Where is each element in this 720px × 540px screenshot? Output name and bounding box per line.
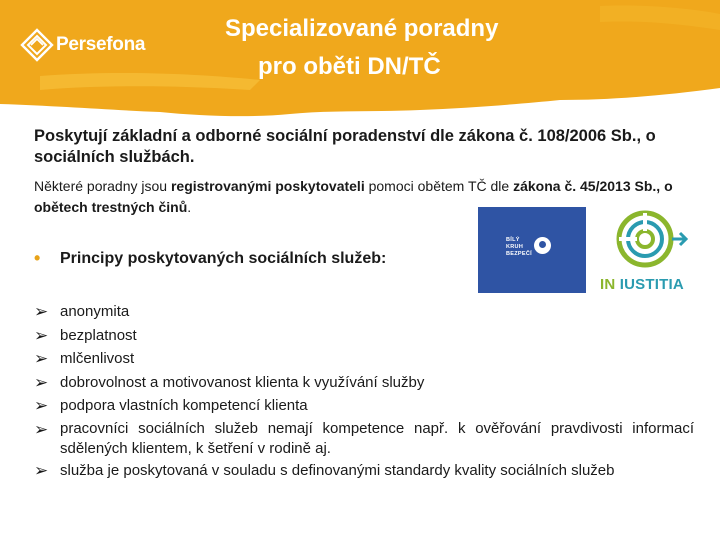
note-bold-1: registrovanými poskytovateli xyxy=(170,178,365,194)
bkb-line-3: BEZPEČÍ xyxy=(506,251,532,257)
arrow-bullet-icon: ➢ xyxy=(34,396,49,415)
title-line-2: pro oběti DN/TČ xyxy=(258,53,441,80)
bullet-icon: • xyxy=(34,248,41,268)
list-item xyxy=(34,347,694,371)
arrow-bullet-icon: ➢ xyxy=(34,325,49,345)
persefona-logo-text: Persefona xyxy=(56,34,146,55)
note-part-2: pomoci obětem TČ dle xyxy=(364,178,514,194)
in-iustitia-wordmark xyxy=(600,276,710,293)
list-item xyxy=(34,324,694,348)
list-item xyxy=(34,371,694,395)
list-item xyxy=(34,300,694,324)
list-item xyxy=(34,394,694,418)
persefona-logo xyxy=(20,28,145,62)
intro-text: Poskytují základní a odborné sociální poradenství dle zákona č. 108/2006 Sb., o sociálních službách. xyxy=(34,127,656,166)
page-title xyxy=(200,10,600,86)
arrow-bullet-icon: ➢ xyxy=(34,349,49,368)
in-iustitia-emblem-icon xyxy=(600,205,710,275)
registration-note xyxy=(34,176,694,218)
note-part-1: Některé poradny jsou xyxy=(34,178,171,194)
arrow-bullet-icon: ➢ xyxy=(34,460,49,480)
list-item-text: pracovníci sociálních služeb nemají kompetence např. k ověřování pravdivosti informací sdělených klientem, k šetření v rodině aj. xyxy=(60,419,694,457)
list-item-text: služba je poskytovaná v souladu s definovanými standardy kvality sociálních služeb xyxy=(60,461,615,479)
list-item-text: podpora vlastních kompetencí klienta xyxy=(60,397,308,414)
list-item xyxy=(34,459,694,483)
list-item-text: anonymita xyxy=(60,303,130,320)
arrow-bullet-icon: ➢ xyxy=(34,419,49,439)
list-item-text: dobrovolnost a motivovanost klienta k využívání služby xyxy=(60,373,425,391)
list-item xyxy=(34,418,694,459)
list-item-text: mlčenlivost xyxy=(60,350,135,367)
arrow-bullet-icon: ➢ xyxy=(34,372,49,392)
principles-label: Principy poskytovaných sociálních služeb: xyxy=(60,249,387,267)
principles-heading xyxy=(34,248,386,269)
in-iustitia-in: IN xyxy=(600,276,616,293)
persefona-diamond-icon xyxy=(20,28,54,62)
arrow-bullet-icon: ➢ xyxy=(34,302,49,321)
in-iustitia-logo xyxy=(600,205,710,297)
in-iustitia-name: IUSTITIA xyxy=(619,276,684,293)
note-part-3: . xyxy=(187,199,192,215)
bily-kruh-bezpeci-logo xyxy=(478,207,586,293)
bkb-line-1: BÍLÝ xyxy=(506,237,520,243)
principles-list xyxy=(34,300,694,482)
list-item-text: bezplatnost xyxy=(60,326,137,344)
bkb-line-2: KRUH xyxy=(506,244,524,250)
bkb-circle-icon xyxy=(534,237,551,254)
note-bold-2: zákona č. 45/2013 Sb., o obětech trestných činů xyxy=(34,178,673,215)
title-line-1: Specializované poradny xyxy=(225,15,499,42)
